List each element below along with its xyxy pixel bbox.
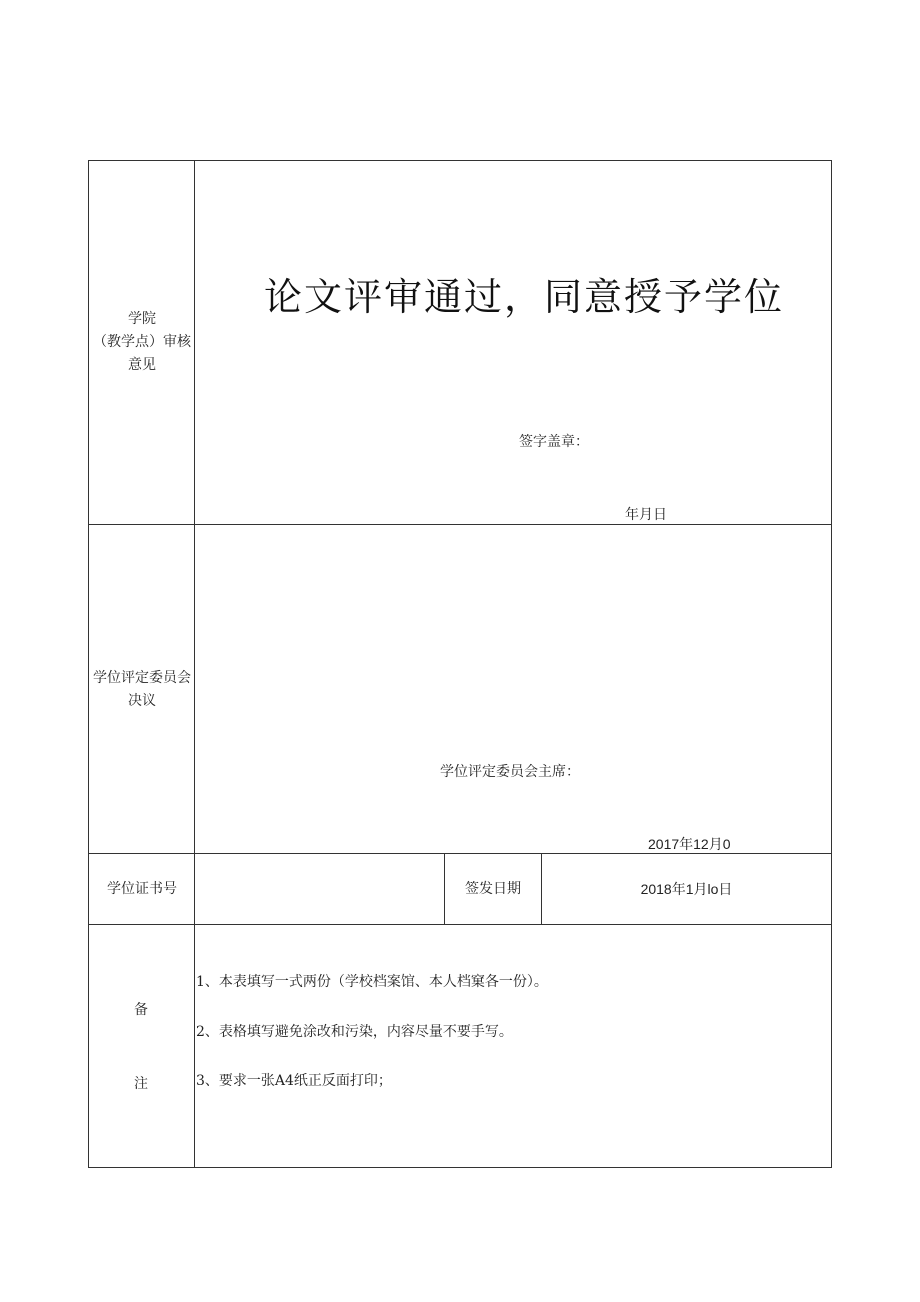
committee-chair-label: 学位评定委员会主席： xyxy=(440,764,580,780)
remark-note-1: 1、本表填写一式两份（学校档案馆、本人档窠各一份）。 xyxy=(196,974,548,990)
review-opinion-text: 论文评审通过，同意授予学位 xyxy=(264,275,785,319)
table-border-top xyxy=(88,160,832,161)
college-review-label-line3: 意见 xyxy=(128,357,156,373)
row-divider-2 xyxy=(88,853,832,854)
committee-resolution-label-line2: 决议 xyxy=(128,693,156,709)
remarks-label-char1: 备 xyxy=(134,1002,148,1018)
remark-note-2: 2、表格填写避免涂改和污染，内容尽量不要手写。 xyxy=(196,1024,513,1040)
issue-date-label: 签发日期 xyxy=(465,881,521,897)
college-review-label xyxy=(89,308,195,377)
committee-resolution-label-line1: 学位评定委员会 xyxy=(93,670,191,686)
signature-seal-label: 签字盖章： xyxy=(519,434,589,450)
row-divider-1 xyxy=(88,524,832,525)
remarks-label-char2: 注 xyxy=(134,1076,148,1092)
issue-date-value: 2018年1月lo日 xyxy=(640,881,733,897)
row-divider-3 xyxy=(88,924,832,925)
college-review-label-line1: 学院 xyxy=(128,311,156,327)
remark-note-3: 3、要求一张A4纸正反面打印； xyxy=(196,1073,392,1089)
committee-resolution-label xyxy=(89,667,195,713)
table-border-bottom xyxy=(88,1167,832,1168)
table-border-right xyxy=(831,160,832,1168)
committee-resolution-date: 2017年12月0 xyxy=(648,836,731,852)
review-date-label: 年月日 xyxy=(625,507,667,523)
college-review-label-line2: （教学点）审核 xyxy=(93,334,191,350)
certificate-number-label: 学位证书号 xyxy=(107,881,177,897)
